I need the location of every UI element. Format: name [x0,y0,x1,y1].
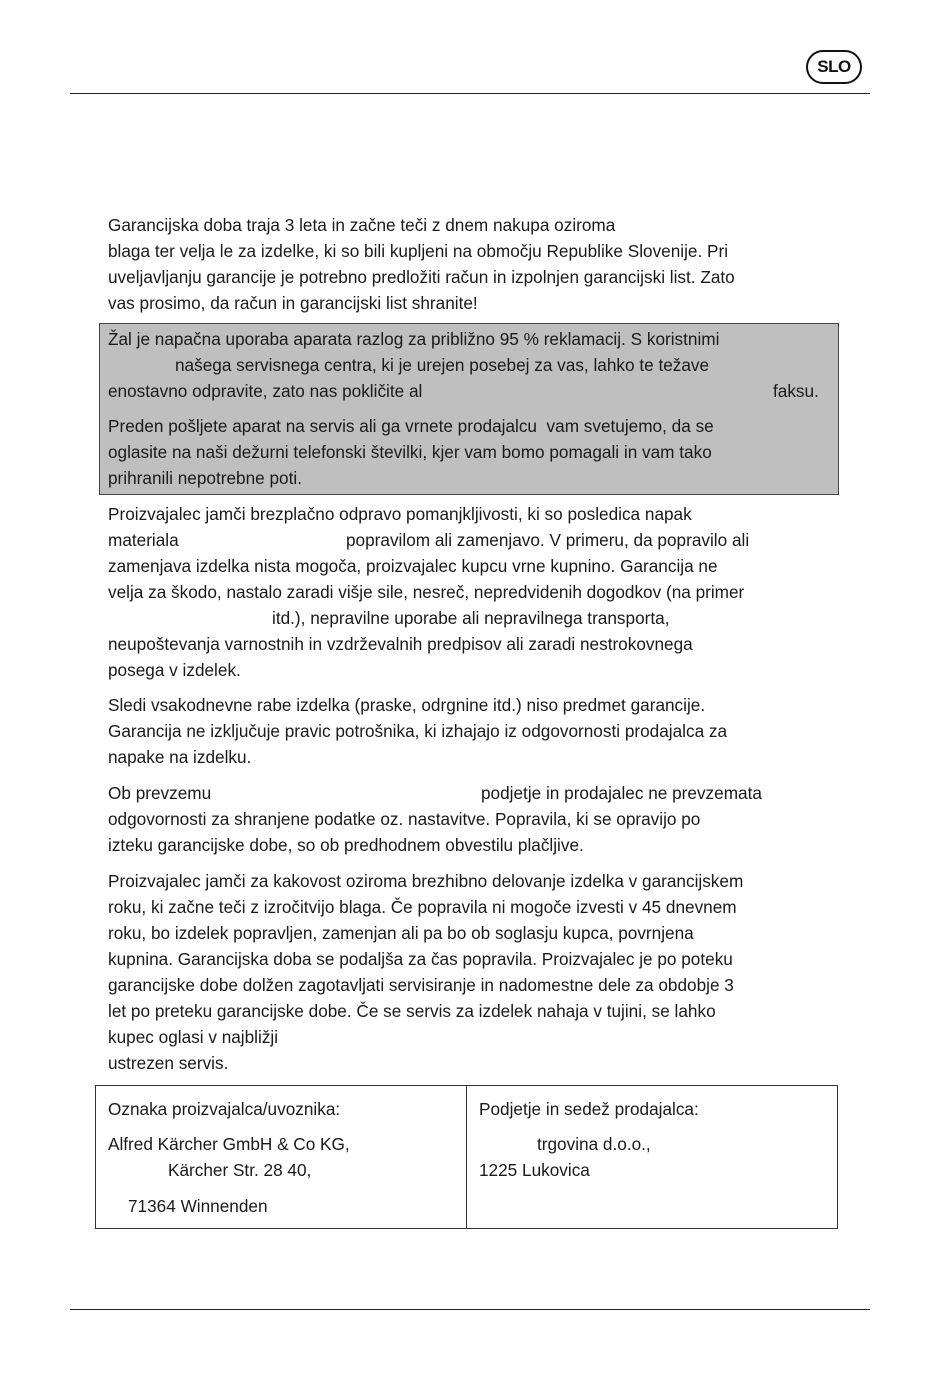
text-line: zamenjava izdelka nista mogoča, proizvajalec kupcu vrne kupnino. Garancija ne [108,556,718,576]
text-line: faksu. [773,381,819,401]
text-line: uveljavljanju garancije je potrebno predložiti račun in izpolnjen garancijski list. Zato [108,267,735,287]
header-rule [70,93,870,94]
manufacturer-line: Alfred Kärcher GmbH & Co KG, [108,1134,350,1154]
text-line: Proizvajalec jamči za kakovost oziroma brezhibno delovanje izdelka v garancijskem [108,871,744,891]
text-line: napake na izdelku. [108,747,252,767]
text-line: prihranili nepotrebne poti. [108,468,302,488]
footer-rule [70,1309,870,1310]
text-line: ustrezen servis. [108,1053,229,1073]
text-line: velja za škodo, nastalo zaradi višje sile, nesreč, nepredvidenih dogodkov (na primer [108,582,745,602]
seller-line: 1225 Lukovica [479,1160,590,1180]
manufacturer-heading: Oznaka proizvajalca/uvoznika: [108,1099,341,1119]
text-line: enostavno odpravite, zato nas pokličite al [108,381,423,401]
text-line: popravilom ali zamenjavo. V primeru, da popravilo ali [346,530,750,550]
text-line: Garancijska doba traja 3 leta in začne teči z dnem nakupa oziroma [108,215,616,235]
table-divider [466,1086,467,1228]
text-line: vas prosimo, da račun in garancijski list shranite! [108,293,478,313]
text-line: garancijske dobe dolžen zagotavljati servisiranje in nadomestne dele za obdobje 3 [108,975,734,995]
text-line: oglasite na naši dežurni telefonski številki, kjer vam bomo pomagali in vam tako [108,442,712,462]
text-line: Garancija ne izključuje pravic potrošnika, ki izhajajo iz odgovornosti prodajalca za [108,721,728,741]
text-line: blaga ter velja le za izdelke, ki so bili kupljeni na območju Republike Slovenije. Pri [108,241,729,261]
text-line: Sledi vsakodnevne rabe izdelka (praske, odrgnine itd.) niso predmet garancije. [108,695,706,715]
text-line: Žal je napačna uporaba aparata razlog za približno 95 % reklamacij. S koristnimi [108,329,720,349]
text-line: posega v izdelek. [108,660,241,680]
text-line: roku, bo izdelek popravljen, zamenjan ali pa bo ob soglasju kupca, povrnjena [108,923,694,943]
text-line: Proizvajalec jamči brezplačno odpravo pomanjkljivosti, ki so posledica napak [108,504,692,524]
text-line: podjetje in prodajalec ne prevzemata [481,783,762,803]
text-line: materiala [108,530,179,550]
seller-heading: Podjetje in sedež prodajalca: [479,1099,699,1119]
text-line: roku, ki začne teči z izročitvijo blaga. Če popravila ni mogoče izvesti v 45 dnevnem [108,897,737,917]
text-line: odgovornosti za shranjene podatke oz. nastavitve. Popravila, ki se opravijo po [108,809,701,829]
manufacturer-line: 71364 Winnenden [128,1196,268,1216]
text-line: neupoštevanja varnostnih in vzdrževalnih predpisov ali zaradi nestrokovnega [108,634,693,654]
language-badge-slo: SLO [806,50,862,84]
text-line: itd.), nepravilne uporabe ali nepravilnega transporta, [272,608,670,628]
text-line: kupec oglasi v najbližji [108,1027,279,1047]
text-line: našega servisnega centra, ki je urejen posebej za vas, lahko te težave [175,355,710,375]
text-line: kupnina. Garancijska doba se podaljša za čas popravila. Proizvajalec je po poteku [108,949,733,969]
text-line: Preden pošljete aparat na servis ali ga vrnete prodajalcu vam svetujemo, da se [108,416,714,436]
text-line: izteku garancijske dobe, so ob predhodnem obvestilu plačljive. [108,835,584,855]
seller-line: trgovina d.o.o., [537,1134,651,1154]
manufacturer-line: Kärcher Str. 28 40, [168,1160,312,1180]
text-line: let po preteku garancijske dobe. Če se servis za izdelek nahaja v tujini, se lahko [108,1001,716,1021]
text-line: Ob prevzemu [108,783,212,803]
